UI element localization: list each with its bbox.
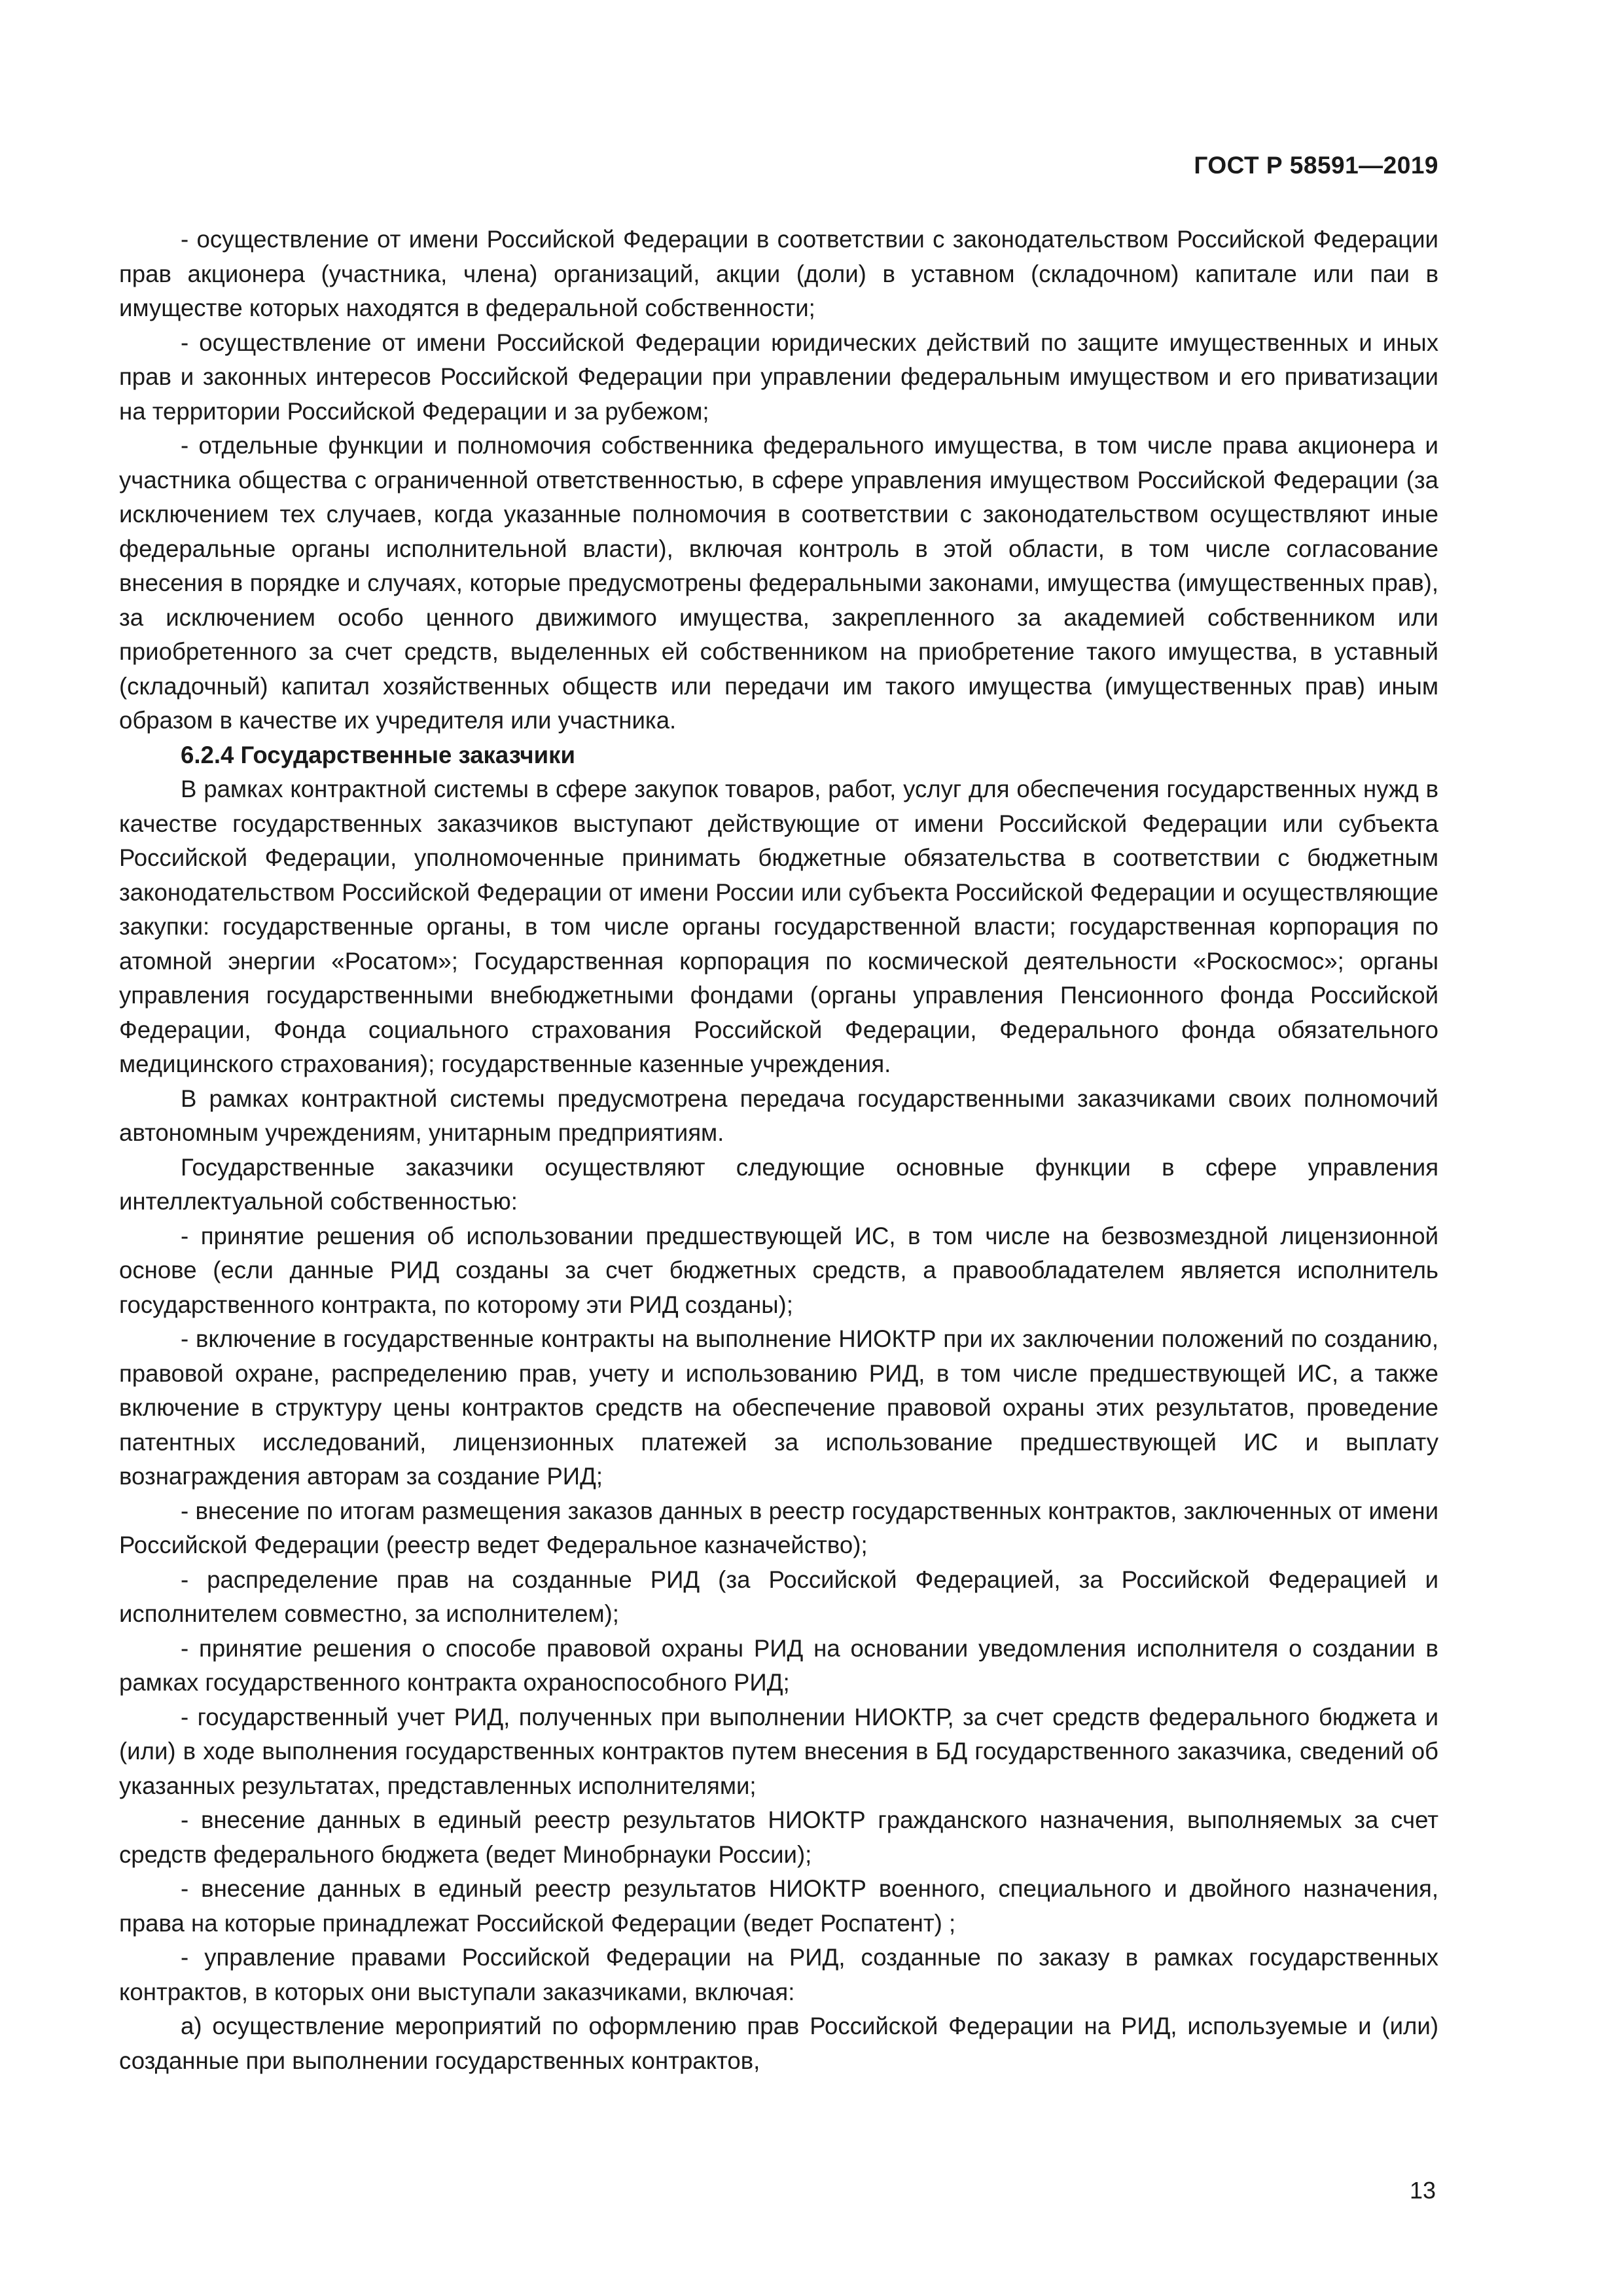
- paragraph: - управление правами Российской Федерации на РИД, созданные по заказу в рамках государственных контрактов, в которых они выступали заказчиками, включая:: [119, 1944, 1438, 2005]
- paragraph: В рамках контрактной системы в сфере закупок товаров, работ, услуг для обеспечения государственных нужд в качестве государственных заказчиков выступают действующие от имени Российской Федерации или субъекта Российской Федерации, уполномоченные принимать бюджетные обязательства в соответствии с бюджетным законодательством Российской Федерации от имени России или субъекта Российской Федерации и осуществляющие закупки: государственные органы, в том числе органы государственной власти; государственная корпорация по атомной энергии «Росатом»; Государственная корпорация по космической деятельности «Роскосмос»; органы управления государственными внебюджетными фондами (органы управления Пенсионного фонда Российской Федерации, Фонда социального страхования Российской Федерации, Федерального фонда обязательного медицинского страхования); государственные казенные учреждения.: [119, 776, 1439, 1077]
- paragraph: - осуществление от имени Российской Федерации в соответствии с законодательством Российской Федерации прав акционера (участника, члена) организаций, акции (доли) в уставном (складочном) капитале или паи в имуществе которых находятся в федеральной собственности;: [119, 226, 1438, 321]
- paragraph: - внесение данных в единый реестр результатов НИОКТР военного, специального и двойного назначения, права на которые принадлежат Российской Федерации (ведет Роспатент) ;: [119, 1875, 1438, 1937]
- paragraph: - распределение прав на созданные РИД (за Российской Федерацией, за Российской Федерацией и исполнителем совместно, за исполнителем);: [119, 1566, 1438, 1627]
- paragraph: - принятие решения об использовании предшествующей ИС, в том числе на безвозмездной лицензионной основе (если данные РИД созданы за счет бюджетных средств, а правообладателем является исполнитель государственного контракта, по которому эти РИД созданы);: [119, 1222, 1438, 1318]
- document-header-id: ГОСТ Р 58591—2019: [1194, 152, 1438, 179]
- section-heading: 6.2.4 Государственные заказчики: [181, 741, 575, 768]
- paragraph: - принятие решения о способе правовой охраны РИД на основании уведомления исполнителя о создании в рамках государственного контракта охраноспособного РИД;: [119, 1634, 1438, 1696]
- paragraph: - включение в государственные контракты на выполнение НИОКТР при их заключении положений по созданию, правовой охране, распределению прав, учету и использованию РИД, в том числе предшествующей ИС, а также включение в структуру цены контрактов средств на обеспечение правовой охраны этих результатов, проведение патентных исследований, лицензионных платежей за использование предшествующей ИС и выплату вознаграждения авторам за создание РИД;: [119, 1325, 1438, 1490]
- paragraph: В рамках контрактной системы предусмотрена передача государственными заказчиками своих полномочий автономным учреждениям, унитарным предприятиям.: [119, 1085, 1438, 1146]
- page-number: 13: [1409, 2177, 1436, 2204]
- paragraph: - внесение данных в единый реестр результатов НИОКТР гражданского назначения, выполняемых за счет средств федерального бюджета (ведет Минобрнауки России);: [119, 1806, 1438, 1868]
- paragraph: - осуществление от имени Российской Федерации юридических действий по защите имущественных и иных прав и законных интересов Российской Федерации при управлении федеральным имуществом и его приватизации на территории Российской Федерации и за рубежом;: [119, 329, 1438, 425]
- document-body: [119, 223, 1438, 2078]
- paragraph: а) осуществление мероприятий по оформлению прав Российской Федерации на РИД, используемые и (или) созданные при выполнении государственных контрактов,: [119, 2013, 1438, 2074]
- paragraph: - отдельные функции и полномочия собственника федерального имущества, в том числе права акционера и участника общества с ограниченной ответственностью, в сфере управления имуществом Российской Федерации (за исключением тех случаев, когда указанные полномочия в соответствии с законодательством осуществляют иные федеральные органы исполнительной власти), включая контроль в этой области, в том числе согласование внесения в порядке и случаях, которые предусмотрены федеральными законами, имущества (имущественных прав), за исключением особо ценного движимого имущества, закрепленного за академией собственником или приобретенного за счет средств, выделенных ей собственником на приобретение такого имущества, в уставный (складочный) капитал хозяйственных обществ или передачи им такого имущества (имущественных прав) иным образом в качестве их учредителя или участника.: [119, 432, 1438, 734]
- paragraph: - внесение по итогам размещения заказов данных в реестр государственных контрактов, заключенных от имени Российской Федерации (реестр ведет Федеральное казначейство);: [119, 1497, 1438, 1558]
- paragraph: Государственные заказчики осуществляют следующие основные функции в сфере управления интеллектуальной собственностью:: [119, 1153, 1438, 1215]
- paragraph: - государственный учет РИД, полученных при выполнении НИОКТР, за счет средств федерального бюджета и (или) в ходе выполнения государственных контрактов путем внесения в БД государственного заказчика, сведений об указанных результатах, представленных исполнителями;: [119, 1703, 1438, 1799]
